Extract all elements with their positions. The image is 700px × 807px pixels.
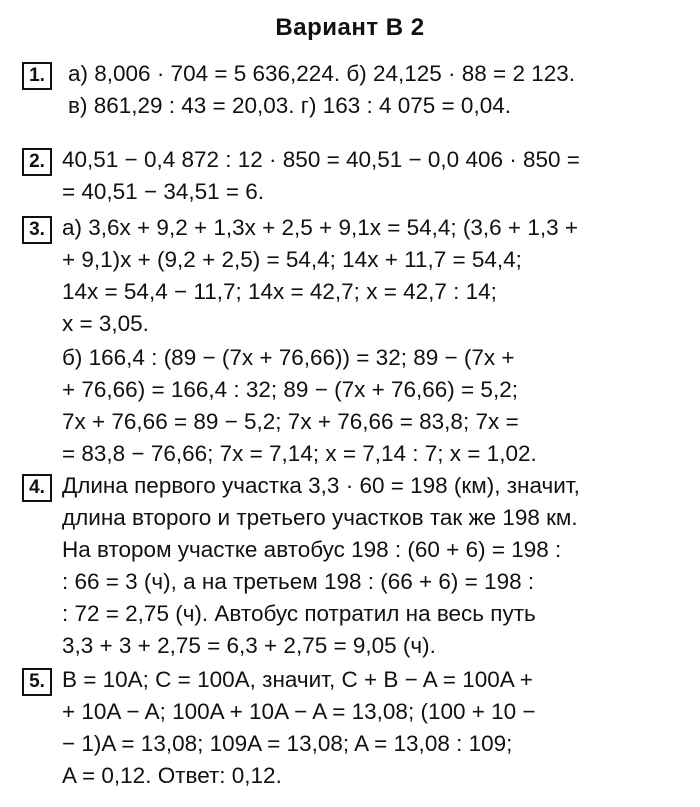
page-title: Вариант В 2 <box>275 14 425 41</box>
solution-line: B = 10A; C = 100A, значит, C + B − A = 100A + <box>62 667 533 692</box>
solution-line: + 9,1)x + (9,2 + 2,5) = 54,4; 14x + 11,7 = 54,4; <box>62 247 522 272</box>
problem-number-box: 1. <box>22 62 52 90</box>
solution-line: + 76,66) = 166,4 : 32; 89 − (7x + 76,66) = 5,2; <box>62 377 518 402</box>
solution-line: Длина первого участка 3,3 · 60 = 198 (км), значит, <box>62 473 580 498</box>
solution-line: x = 3,05. <box>62 311 149 336</box>
solution-line: = 40,51 − 34,51 = 6. <box>62 179 265 204</box>
solution-line: б) 166,4 : (89 − (7x + 76,66)) = 32; 89 − (7x + <box>62 345 515 370</box>
solution-line: 7x + 76,66 = 89 − 5,2; 7x + 76,66 = 83,8; 7x = <box>62 409 519 434</box>
solution-line: На втором участке автобус 198 : (60 + 6) = 198 : <box>62 537 562 562</box>
solution-line: = 83,8 − 76,66; 7x = 7,14; x = 7,14 : 7; x = 1,02. <box>62 441 537 466</box>
solution-line: длина второго и третьего участков так же 198 км. <box>62 505 578 530</box>
solution-line: + 10A − A; 100A + 10A − A = 13,08; (100 + 10 − <box>62 699 536 724</box>
solution-line: а) 8,006 · 704 = 5 636,224. б) 24,125 · 88 = 2 123. <box>68 61 576 86</box>
solution-line: а) 3,6x + 9,2 + 1,3x + 2,5 + 9,1x = 54,4; (3,6 + 1,3 + <box>62 215 578 240</box>
solution-line: : 66 = 3 (ч), а на третьем 198 : (66 + 6) = 198 : <box>62 569 535 594</box>
problem-number-box: 5. <box>22 668 52 696</box>
solution-line: 14x = 54,4 − 11,7; 14x = 42,7; x = 42,7 : 14; <box>62 279 497 304</box>
solution-line: A = 0,12. Ответ: 0,12. <box>62 763 282 788</box>
solution-line: в) 861,29 : 43 = 20,03. г) 163 : 4 075 = 0,04. <box>68 93 511 118</box>
solution-line: − 1)A = 13,08; 109A = 13,08; A = 13,08 : 109; <box>62 731 513 756</box>
solution-line: : 72 = 2,75 (ч). Автобус потратил на весь путь <box>62 601 536 626</box>
solution-line: 40,51 − 0,4 872 : 12 · 850 = 40,51 − 0,0 406 · 850 = <box>62 147 580 172</box>
problem-number-box: 4. <box>22 474 52 502</box>
problem-number-box: 2. <box>22 148 52 176</box>
problem-number-box: 3. <box>22 216 52 244</box>
solution-line: 3,3 + 3 + 2,75 = 6,3 + 2,75 = 9,05 (ч). <box>62 633 436 658</box>
